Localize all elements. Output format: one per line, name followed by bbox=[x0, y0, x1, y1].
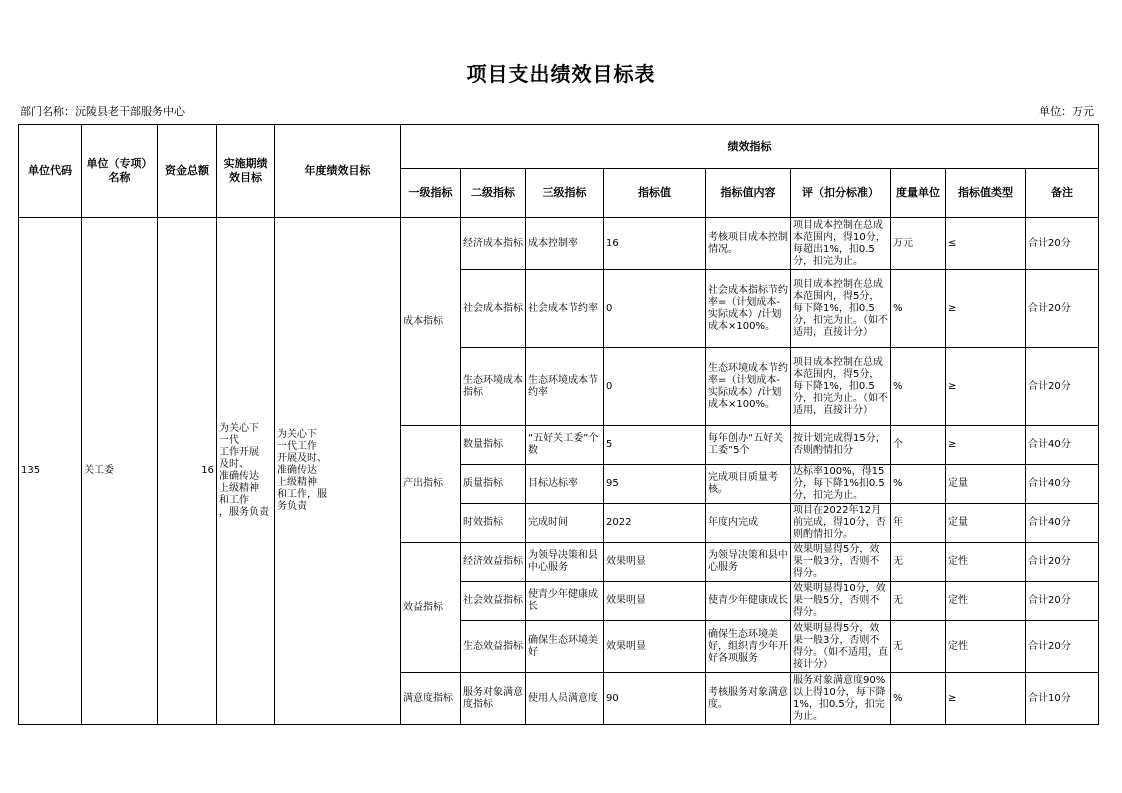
unit-name-cell: 关工委 bbox=[82, 218, 158, 725]
header-value: 指标值 bbox=[604, 169, 706, 218]
header-remarks: 备注 bbox=[1026, 169, 1099, 218]
header-value-type: 指标值类型 bbox=[946, 169, 1026, 218]
unit-cell: 年 bbox=[891, 504, 946, 543]
level2-cell: 社会成本指标 bbox=[461, 270, 526, 348]
scoring-cell: 项目成本控制在总成本范围内，得5分，每下降1%，扣0.5分，扣完为止。（如不适用，直接计分） bbox=[791, 270, 891, 348]
type-cell: 定量 bbox=[946, 504, 1026, 543]
level3-cell: 生态环境成本节约率 bbox=[526, 348, 604, 426]
unit-code-cell: 135 bbox=[19, 218, 82, 725]
scoring-cell: 按计划完成得15分，否则酌情扣分 bbox=[791, 426, 891, 465]
scoring-cell: 项目在2022年12月前完成，得10分，否则酌情扣分。 bbox=[791, 504, 891, 543]
header-scoring: 评（扣分标准） bbox=[791, 169, 891, 218]
type-cell: ≥ bbox=[946, 270, 1026, 348]
level3-cell: 为领导决策和县中心服务 bbox=[526, 543, 604, 582]
type-cell: 定性 bbox=[946, 582, 1026, 621]
type-cell: 定性 bbox=[946, 621, 1026, 673]
unit-cell: 万元 bbox=[891, 218, 946, 270]
level3-cell: “五好关工委”个数 bbox=[526, 426, 604, 465]
remark-cell: 合计20分 bbox=[1026, 218, 1099, 270]
header-measure-unit: 度量单位 bbox=[891, 169, 946, 218]
level2-cell: 社会效益指标 bbox=[461, 582, 526, 621]
header-unit-code: 单位代码 bbox=[19, 125, 82, 218]
content-cell: 考核项目成本控制情况。 bbox=[706, 218, 791, 270]
level3-cell: 目标达标率 bbox=[526, 465, 604, 504]
unit-cell: % bbox=[891, 673, 946, 725]
content-cell: 每年创办“五好关工委”5个 bbox=[706, 426, 791, 465]
scoring-cell: 达标率100%，得15分，每下降1%扣0.5分，扣完为止。 bbox=[791, 465, 891, 504]
total-funds-cell: 16 bbox=[158, 218, 217, 725]
performance-table bbox=[18, 124, 1099, 725]
level3-cell: 确保生态环境美好 bbox=[526, 621, 604, 673]
type-cell: ≤ bbox=[946, 218, 1026, 270]
content-cell: 生态环境成本节约率=（计划成本-实际成本）/计划成本×100%。 bbox=[706, 348, 791, 426]
level3-cell: 社会成本节约率 bbox=[526, 270, 604, 348]
value-cell: 5 bbox=[604, 426, 706, 465]
department-name: 部门名称：沅陵县老干部服务中心 bbox=[20, 105, 185, 118]
level3-cell: 完成时间 bbox=[526, 504, 604, 543]
header-annual-goal: 年度绩效目标 bbox=[275, 125, 401, 218]
unit-cell: 无 bbox=[891, 543, 946, 582]
type-cell: 定量 bbox=[946, 465, 1026, 504]
remark-cell: 合计20分 bbox=[1026, 621, 1099, 673]
header-level3: 三级指标 bbox=[526, 169, 604, 218]
scoring-cell: 项目成本控制在总成本范围内，得5分，每下降1%，扣0.5分，扣完为止。（如不适用，直接计分） bbox=[791, 348, 891, 426]
value-cell: 16 bbox=[604, 218, 706, 270]
content-cell: 年度内完成 bbox=[706, 504, 791, 543]
scoring-cell: 服务对象满意度90%以上得10分，每下降1%，扣0.5分，扣完为止。 bbox=[791, 673, 891, 725]
level2-cell: 经济成本指标 bbox=[461, 218, 526, 270]
header-unit-name: 单位（专项）名称 bbox=[82, 125, 158, 218]
remark-cell: 合计40分 bbox=[1026, 426, 1099, 465]
content-cell: 为领导决策和县中心服务 bbox=[706, 543, 791, 582]
level2-cell: 经济效益指标 bbox=[461, 543, 526, 582]
remark-cell: 合计10分 bbox=[1026, 673, 1099, 725]
type-cell: ≥ bbox=[946, 673, 1026, 725]
value-cell: 0 bbox=[604, 348, 706, 426]
group-cost: 成本指标 bbox=[401, 218, 461, 426]
header-value-content: 指标值内容 bbox=[706, 169, 791, 218]
value-cell: 0 bbox=[604, 270, 706, 348]
content-cell: 使青少年健康成长 bbox=[706, 582, 791, 621]
value-cell: 2022 bbox=[604, 504, 706, 543]
value-cell: 效果明显 bbox=[604, 543, 706, 582]
scoring-cell: 效果明显得5分，效果一般3分，否则不得分。 bbox=[791, 543, 891, 582]
unit-cell: 个 bbox=[891, 426, 946, 465]
level2-cell: 生态效益指标 bbox=[461, 621, 526, 673]
group-benefit: 效益指标 bbox=[401, 543, 461, 673]
scoring-cell: 效果明显得10分，效果一般5分，否则不得分。 bbox=[791, 582, 891, 621]
header-period-goal: 实施期绩效目标 bbox=[217, 125, 275, 218]
unit-cell: % bbox=[891, 270, 946, 348]
value-cell: 效果明显 bbox=[604, 621, 706, 673]
group-satisfaction: 满意度指标 bbox=[401, 673, 461, 725]
level3-cell: 使用人员满意度 bbox=[526, 673, 604, 725]
group-output: 产出指标 bbox=[401, 426, 461, 543]
period-goal-cell: 为关心下 一代 工作开展 及时、 准确传达 上级精神 和工作 ，服务负责 bbox=[217, 218, 275, 725]
remark-cell: 合计20分 bbox=[1026, 270, 1099, 348]
level2-cell: 服务对象满意度指标 bbox=[461, 673, 526, 725]
level3-cell: 使青少年健康成长 bbox=[526, 582, 604, 621]
remark-cell: 合计20分 bbox=[1026, 348, 1099, 426]
value-cell: 95 bbox=[604, 465, 706, 504]
header-perf-indicators: 绩效指标 bbox=[401, 125, 1099, 169]
remark-cell: 合计40分 bbox=[1026, 465, 1099, 504]
level2-cell: 时效指标 bbox=[461, 504, 526, 543]
unit-cell: 无 bbox=[891, 621, 946, 673]
level2-cell: 生态环境成本指标 bbox=[461, 348, 526, 426]
scoring-cell: 效果明显得5分，效果一般3分，否则不得分。（如不适用，直接计分） bbox=[791, 621, 891, 673]
page-title: 项目支出绩效目标表 bbox=[466, 62, 656, 86]
value-cell: 效果明显 bbox=[604, 582, 706, 621]
remark-cell: 合计40分 bbox=[1026, 504, 1099, 543]
header-level2: 二级指标 bbox=[461, 169, 526, 218]
content-cell: 考核服务对象满意度。 bbox=[706, 673, 791, 725]
table-row bbox=[19, 218, 1099, 270]
scoring-cell: 项目成本控制在总成本范围内，得10分，每超出1%，扣0.5分，扣完为止。 bbox=[791, 218, 891, 270]
level2-cell: 数量指标 bbox=[461, 426, 526, 465]
remark-cell: 合计20分 bbox=[1026, 543, 1099, 582]
annual-goal-cell: 为关心下 一代工作 开展及时、 准确传达 上级精神 和工作，服 务负责 bbox=[275, 218, 401, 725]
type-cell: ≥ bbox=[946, 348, 1026, 426]
content-cell: 确保生态环境美好，组织青少年开好各项服务 bbox=[706, 621, 791, 673]
type-cell: 定性 bbox=[946, 543, 1026, 582]
header-total-funds: 资金总额 bbox=[158, 125, 217, 218]
content-cell: 社会成本指标节约率=（计划成本-实际成本）/计划成本×100%。 bbox=[706, 270, 791, 348]
unit-cell: % bbox=[891, 465, 946, 504]
type-cell: ≥ bbox=[946, 426, 1026, 465]
unit-cell: % bbox=[891, 348, 946, 426]
remark-cell: 合计20分 bbox=[1026, 582, 1099, 621]
header-level1: 一级指标 bbox=[401, 169, 461, 218]
level2-cell: 质量指标 bbox=[461, 465, 526, 504]
currency-unit: 单位：万元 bbox=[1039, 105, 1094, 118]
content-cell: 完成项目质量考核。 bbox=[706, 465, 791, 504]
header-row-1 bbox=[19, 125, 1099, 169]
level3-cell: 成本控制率 bbox=[526, 218, 604, 270]
unit-cell: 无 bbox=[891, 582, 946, 621]
value-cell: 90 bbox=[604, 673, 706, 725]
